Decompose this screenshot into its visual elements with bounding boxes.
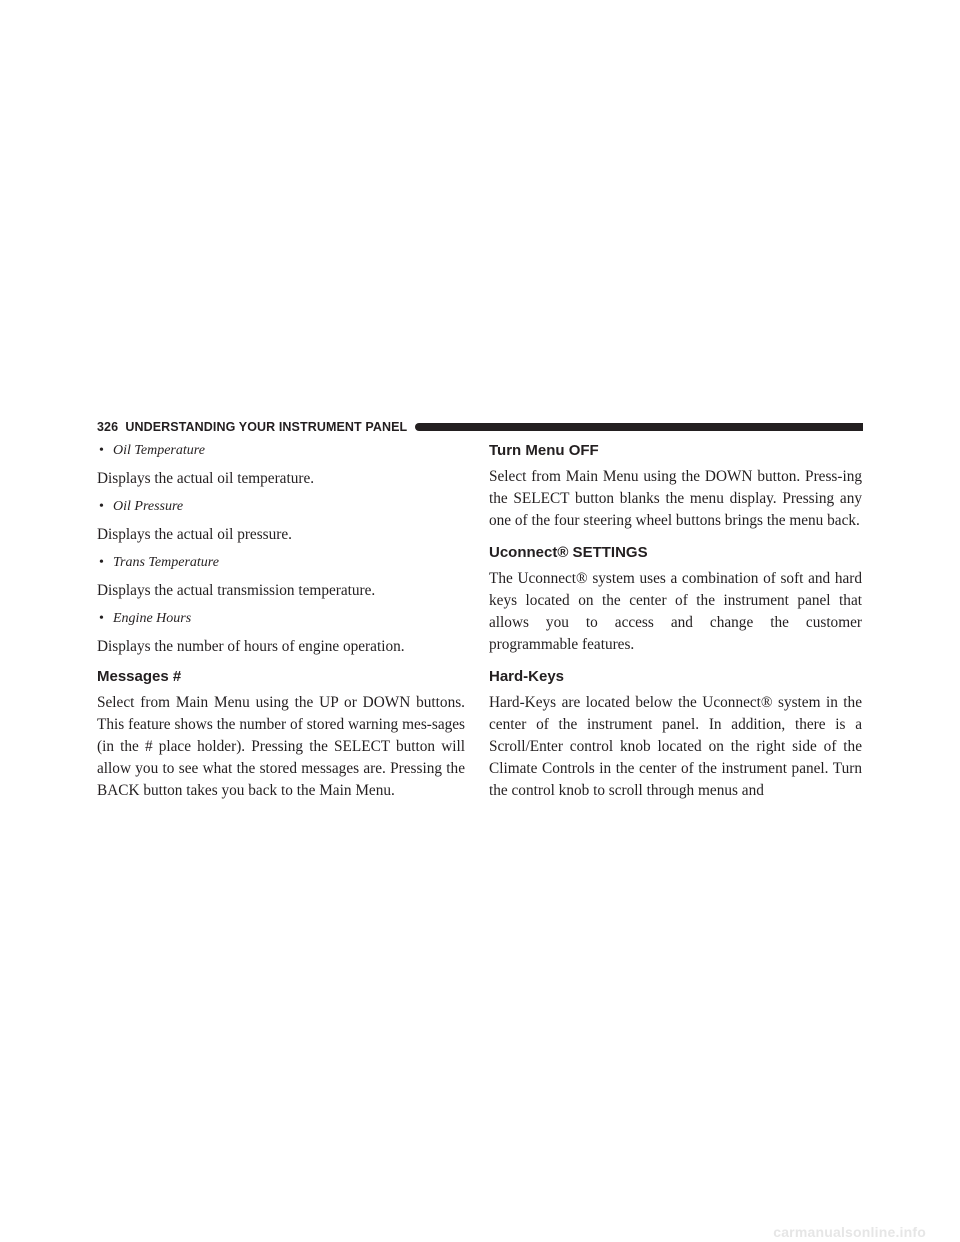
bullet-dot: • <box>99 611 104 626</box>
header-rule <box>415 423 863 431</box>
watermark-text: carmanualsonline.info <box>773 1224 926 1240</box>
heading-uconnect-settings: Uconnect® SETTINGS <box>489 544 648 561</box>
paragraph-messages: Select from Main Menu using the UP or DOWN buttons. This feature shows the number of stored warning mes-sages (in the # place holder). Pressing the SELECT button will allow you to see what the stored messages are. Pressing the BACK button takes you back to the Main Menu. <box>97 694 465 799</box>
bullet-label: Trans Temperature <box>113 555 219 570</box>
page-header <box>97 418 863 436</box>
paragraph-oil-temperature: Displays the actual oil temperature. <box>97 470 315 487</box>
paragraph-engine-hours: Displays the number of hours of engine operation. <box>97 638 405 655</box>
heading-hard-keys: Hard-Keys <box>489 668 565 685</box>
heading-messages: Messages # <box>97 668 182 685</box>
section-title: UNDERSTANDING YOUR INSTRUMENT PANEL <box>125 420 408 434</box>
bullet-oil-pressure <box>97 496 465 518</box>
bullet-label: Oil Temperature <box>113 443 205 458</box>
paragraph-trans-temperature: Displays the actual transmission temperature. <box>97 582 376 599</box>
page-number: 326 <box>97 420 119 434</box>
bullet-label: Engine Hours <box>113 611 192 626</box>
page-header-text <box>97 420 407 434</box>
bullet-label: Oil Pressure <box>113 499 184 514</box>
right-column <box>489 440 862 802</box>
paragraph-oil-pressure: Displays the actual oil pressure. <box>97 526 292 543</box>
paragraph-hard-keys: Hard-Keys are located below the Uconnect® system in the center of the instrument panel. In addition, there is a Scroll/Enter control knob located on the right side of the Climate Controls in the center of the instrument panel. Turn the control knob to scroll through menus and <box>489 694 862 799</box>
bullet-oil-temperature <box>97 440 465 462</box>
bullet-dot: • <box>99 555 104 570</box>
footer <box>0 1206 960 1242</box>
bullet-dot: • <box>99 499 104 514</box>
paragraph-uconnect-settings: The Uconnect® system uses a combination of soft and hard keys located on the center of the instrument panel that allows you to access and change the customer programmable features. <box>489 570 862 653</box>
left-column <box>97 440 465 802</box>
paragraph-turn-menu-off: Select from Main Menu using the DOWN button. Press-ing the SELECT button blanks the menu display. Pressing any one of the four steering wheel buttons brings the menu back. <box>489 468 862 529</box>
bullet-engine-hours <box>97 608 465 630</box>
heading-turn-menu-off: Turn Menu OFF <box>489 442 599 459</box>
bullet-dot: • <box>99 443 104 458</box>
bullet-trans-temperature <box>97 552 465 574</box>
